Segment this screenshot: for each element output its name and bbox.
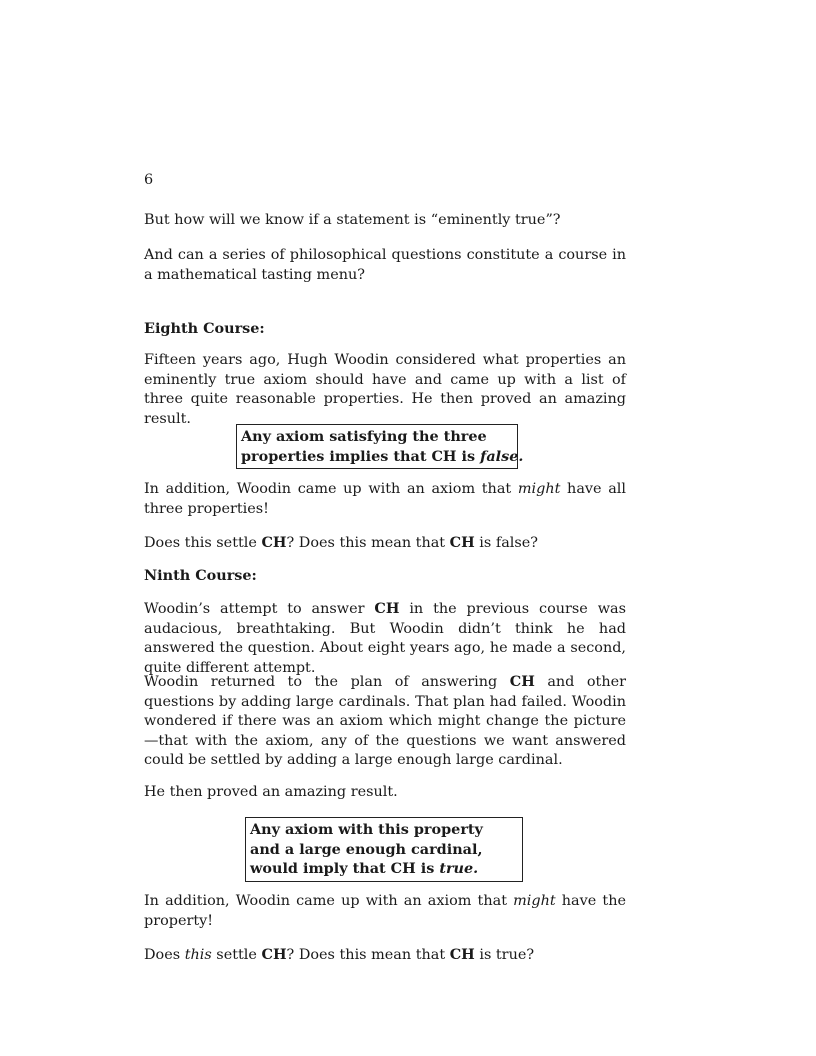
page-number: 6 [144,172,154,188]
eighth-p3-ch-1: CH [261,534,287,551]
eighth-p3-ch-2: CH [449,534,475,551]
eighth-p3-text-c: ? Does this mean that [286,535,450,551]
eighth-box-line-1: Any axiom satisfying the three [241,428,487,445]
ninth-course-paragraph-1 [144,599,626,678]
ninth-p2-text-a: Woodin returned to the plan of answering [144,674,510,690]
ninth-p5-this: this [184,947,212,963]
eighth-p2-text-c: have all three properties! [144,481,626,517]
ninth-p1-text-a: Woodin’s attempt to answer [144,601,375,617]
ninth-course-paragraph-3: He then proved an amazing result. [144,784,398,800]
ninth-p5-text-a: Does [144,947,185,963]
ninth-p1-ch: CH [374,600,400,617]
eighth-box-false-word: false. [480,447,524,465]
ninth-p5-text-g: is true? [474,947,535,963]
ninth-p5-ch-2: CH [449,946,475,963]
ninth-p1-text-c: in the previous course was audacious, breathtaking. But Woodin didn’t think he had answered the question. About eight years ago, he made a second, quite different attempt. [144,601,626,676]
ninth-course-paragraph-2 [144,672,626,771]
eighth-box-line-2 [241,447,524,467]
ninth-p5-text-e: ? Does this mean that [286,947,450,963]
ninth-box-line-2: and a large enough cardinal, [250,840,483,858]
eighth-course-result-box [236,424,524,469]
ninth-box-line-3 [250,859,518,879]
ninth-course-result-box [245,817,523,882]
eighth-p2-text-a: In addition, Woodin came up with an axiom that [144,481,518,497]
eighth-course-heading: Eighth Course: [144,320,265,337]
intro-question-2: And can a series of philosophical questions constitute a course in a mathematical tasting menu? [144,247,626,283]
eighth-course-paragraph-2 [144,480,626,519]
intro-question-1: But how will we know if a statement is “eminently true”? [144,212,561,228]
eighth-course-paragraph-3 [144,533,626,554]
ninth-box-true-word: true. [439,860,479,878]
ninth-course-paragraph-5 [144,945,626,966]
ninth-p4-text-c: have the property! [144,893,626,929]
ninth-p2-ch: CH [509,673,535,690]
ninth-p5-ch-1: CH [261,946,287,963]
ninth-course-paragraph-4 [144,892,626,931]
ninth-p5-text-c: settle [211,947,262,963]
ninth-p2-text-c: and other questions by adding large cardinals. That plan had failed. Woodin wondered if there was an axiom which might change the picture—that with the axiom, any of the questions we want answered could be settled by adding a large enough large cardinal. [144,674,627,769]
ninth-box-line-3-text: would imply that CH is [250,860,440,878]
ninth-box-line-1: Any axiom with this property [250,821,483,838]
ninth-p4-might: might [513,893,556,909]
ninth-course-heading: Ninth Course: [144,567,257,584]
eighth-p2-might: might [517,481,561,497]
eighth-course-paragraph-1: Fifteen years ago, Hugh Woodin considered what properties an eminently true axiom should have and came up with a list of three quite reasonable properties. He then proved an amazing result. [144,352,626,427]
eighth-p3-text-e: is false? [474,535,538,551]
eighth-p3-text-a: Does this settle [144,535,262,551]
ninth-p4-text-a: In addition, Woodin came up with an axiom that [144,893,514,909]
eighth-box-line-2-text: properties implies that CH is [241,447,481,465]
